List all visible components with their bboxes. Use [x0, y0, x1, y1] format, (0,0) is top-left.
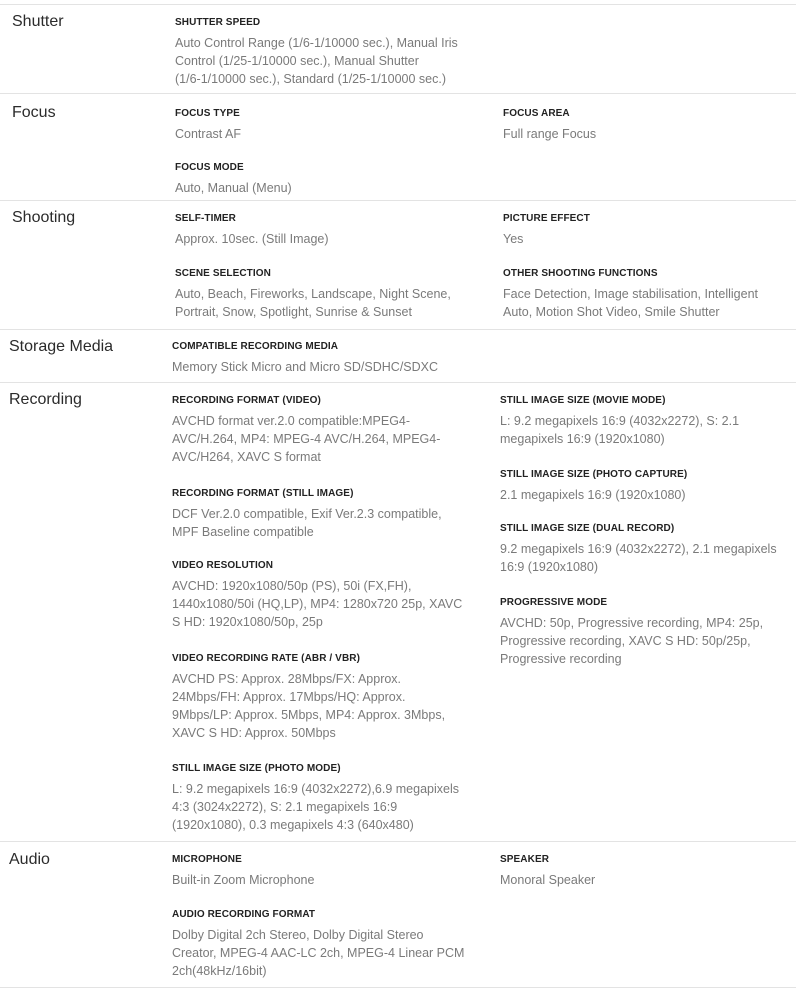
- spec-value: AVCHD: 50p, Progressive recording, MP4: 25p, Progressive recording, XAVC S HD: 50p/25p, Progressive recording: [500, 616, 764, 666]
- spec-label: FOCUS TYPE: [175, 108, 240, 119]
- spec-value: Dolby Digital 2ch Stereo, Dolby Digital Stereo Creator, MPEG-4 AAC-LC 2ch, MPEG-4 Linear PCM 2ch(48kHz/16bit): [172, 928, 465, 978]
- spec-label: SELF-TIMER: [175, 213, 236, 224]
- spec-label: RECORDING FORMAT (VIDEO): [172, 395, 321, 406]
- section-title-shooting: Shooting: [12, 209, 76, 226]
- spec-still-image-size-photo-capture: [500, 468, 790, 504]
- spec-focus-area: [503, 107, 793, 143]
- spec-label: SHUTTER SPEED: [175, 17, 261, 28]
- spec-video-recording-rate: [172, 652, 482, 742]
- section-title-focus: Focus: [12, 104, 56, 121]
- spec-recording-format-video: [172, 394, 482, 466]
- spec-label: SCENE SELECTION: [175, 268, 271, 279]
- spec-still-image-size-movie-mode: [500, 394, 790, 448]
- divider: [0, 382, 796, 383]
- spec-focus-mode: [175, 161, 480, 197]
- spec-video-resolution: [172, 559, 482, 631]
- spec-label: OTHER SHOOTING FUNCTIONS: [503, 268, 658, 279]
- spec-value: Memory Stick Micro and Micro SD/SDHC/SDXC: [172, 360, 439, 374]
- spec-value: Face Detection, Image stabilisation, Intelligent Auto, Motion Shot Video, Smile Shutter: [503, 287, 758, 319]
- divider: [0, 987, 796, 988]
- divider: [0, 329, 796, 330]
- spec-still-image-size-dual-record: [500, 522, 790, 576]
- spec-scene-selection: [175, 267, 480, 321]
- spec-value: Full range Focus: [503, 127, 597, 141]
- spec-progressive-mode: [500, 596, 790, 668]
- section-title-storage-media: Storage Media: [9, 338, 114, 355]
- spec-value: Auto Control Range (1/6-1/10000 sec.), Manual Iris Control (1/25-1/10000 sec.), Manual Shutter (1/6-1/10000 sec.), Standard (1/25-1/10000 sec.): [175, 36, 458, 86]
- spec-self-timer: [175, 212, 480, 248]
- spec-speaker: [500, 853, 790, 889]
- spec-label: RECORDING FORMAT (STILL IMAGE): [172, 488, 354, 499]
- section-title-audio: Audio: [9, 851, 50, 868]
- spec-audio-recording-format: [172, 908, 482, 980]
- spec-label: VIDEO RESOLUTION: [172, 560, 274, 571]
- spec-value: Yes: [503, 232, 524, 246]
- spec-value: L: 9.2 megapixels 16:9 (4032x2272),6.9 megapixels 4:3 (3024x2272), S: 2.1 megapixels 16:9 (1920x1080), 0.3 megapixels 4:3 (640x480): [172, 782, 459, 832]
- spec-value: 9.2 megapixels 16:9 (4032x2272), 2.1 megapixels 16:9 (1920x1080): [500, 542, 777, 574]
- spec-label: MICROPHONE: [172, 854, 242, 865]
- spec-label: STILL IMAGE SIZE (PHOTO CAPTURE): [500, 469, 688, 480]
- spec-label: STILL IMAGE SIZE (PHOTO MODE): [172, 763, 341, 774]
- spec-value: AVCHD format ver.2.0 compatible:MPEG4- AVC/H.264, MP4: MPEG-4 AVC/H.264, MPEG4- AVC/H264, XAVC S format: [172, 414, 441, 464]
- spec-label: PICTURE EFFECT: [503, 213, 590, 224]
- spec-value: Auto, Beach, Fireworks, Landscape, Night Scene, Portrait, Snow, Spotlight, Sunrise & Sunset: [175, 287, 451, 319]
- section-title-recording: Recording: [9, 391, 82, 408]
- spec-value: Monoral Speaker: [500, 873, 596, 887]
- divider: [0, 841, 796, 842]
- spec-microphone: [172, 853, 482, 889]
- spec-value: Auto, Manual (Menu): [175, 181, 292, 195]
- spec-value: 2.1 megapixels 16:9 (1920x1080): [500, 488, 686, 502]
- divider: [0, 4, 796, 5]
- spec-other-shooting-functions: [503, 267, 793, 321]
- spec-label: COMPATIBLE RECORDING MEDIA: [172, 341, 339, 352]
- spec-value: Approx. 10sec. (Still Image): [175, 232, 329, 246]
- spec-label: VIDEO RECORDING RATE (ABR / VBR): [172, 653, 361, 664]
- spec-label: AUDIO RECORDING FORMAT: [172, 909, 316, 920]
- spec-label: PROGRESSIVE MODE: [500, 597, 608, 608]
- spec-value: DCF Ver.2.0 compatible, Exif Ver.2.3 compatible, MPF Baseline compatible: [172, 507, 442, 539]
- spec-label: FOCUS MODE: [175, 162, 244, 173]
- spec-picture-effect: [503, 212, 793, 248]
- spec-value: L: 9.2 megapixels 16:9 (4032x2272), S: 2.1 megapixels 16:9 (1920x1080): [500, 414, 740, 446]
- spec-shutter-speed: [175, 16, 480, 88]
- spec-label: STILL IMAGE SIZE (MOVIE MODE): [500, 395, 666, 406]
- divider: [0, 93, 796, 94]
- spec-value: AVCHD: 1920x1080/50p (PS), 50i (FX,FH), 1440x1080/50i (HQ,LP), MP4: 1280x720 25p, XAVC S HD: 1920x1080/50p, 25p: [172, 579, 463, 629]
- spec-label: FOCUS AREA: [503, 108, 570, 119]
- section-title-shutter: Shutter: [12, 13, 64, 30]
- spec-value: Built-in Zoom Microphone: [172, 873, 315, 887]
- spec-compatible-recording-media: [172, 340, 482, 376]
- divider: [0, 200, 796, 201]
- spec-label: SPEAKER: [500, 854, 550, 865]
- spec-label: STILL IMAGE SIZE (DUAL RECORD): [500, 523, 675, 534]
- spec-value: Contrast AF: [175, 127, 241, 141]
- spec-value: AVCHD PS: Approx. 28Mbps/FX: Approx. 24Mbps/FH: Approx. 17Mbps/HQ: Approx. 9Mbps/LP: Approx. 5Mbps, MP4: Approx. 3Mbps, XAVC S HD: Approx. 50Mbps: [172, 672, 446, 740]
- spec-still-image-size-photo-mode: [172, 762, 482, 834]
- spec-focus-type: [175, 107, 480, 143]
- spec-recording-format-still: [172, 487, 482, 541]
